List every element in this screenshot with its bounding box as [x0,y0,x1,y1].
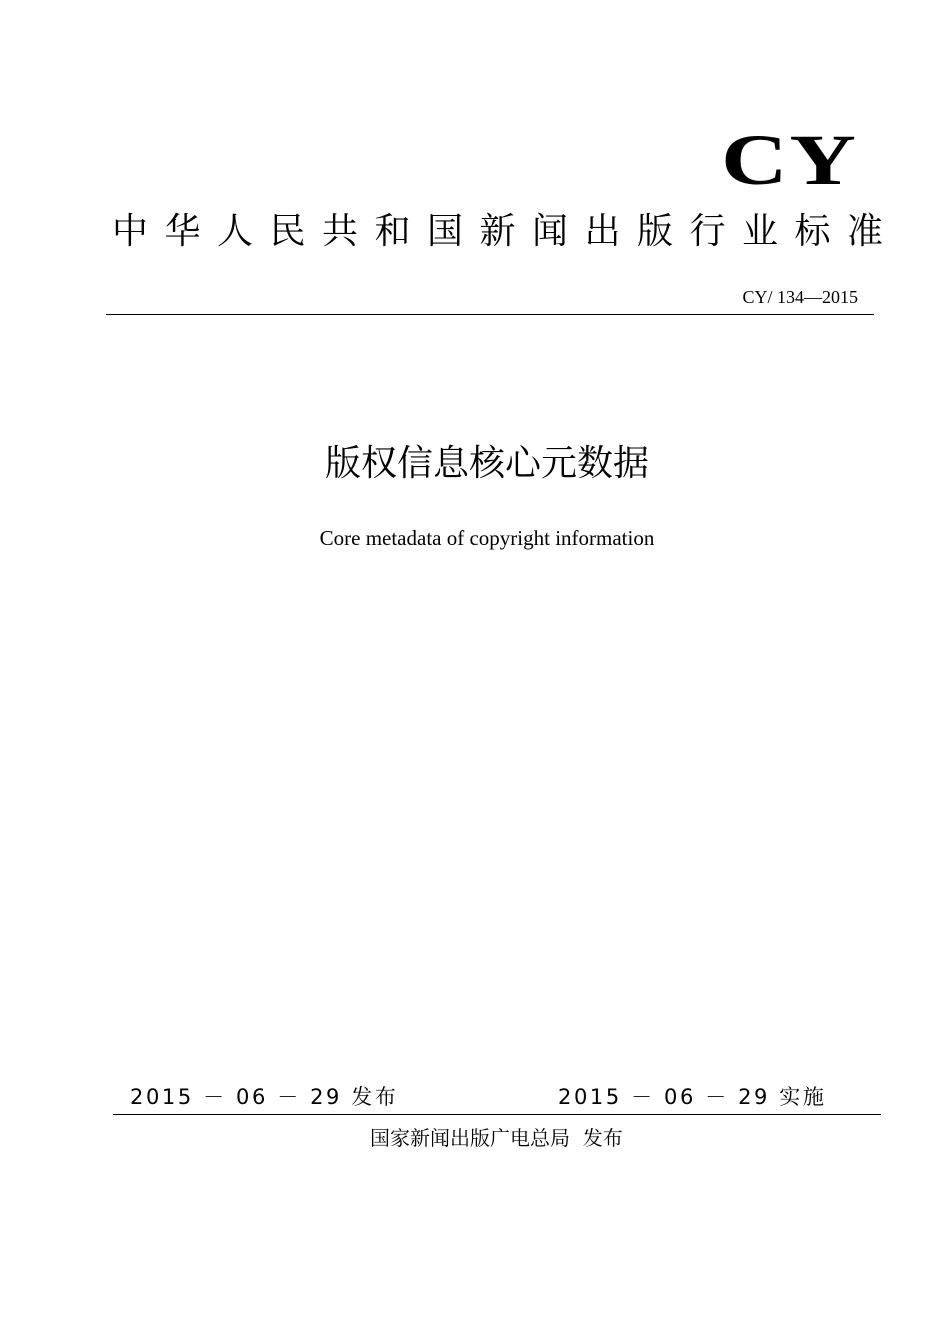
issuing-organization-title: 中华人民共和国新闻出版行业标准 [112,211,900,252]
standard-number: CY/ 134—2015 [742,287,858,307]
implementation-date: 2015 － 06 － 29 实施 [558,1085,827,1109]
document-title-english: Core metadata of copyright information [319,526,655,550]
bottom-divider [113,1114,881,1115]
top-divider [106,314,874,315]
cy-logo: CY [721,120,858,200]
issue-date: 2015 － 06 － 29 发布 [130,1085,399,1109]
publisher: 国家新闻出版广电总局 发布 [370,1126,623,1150]
document-title-chinese: 版权信息核心元数据 [324,443,649,484]
